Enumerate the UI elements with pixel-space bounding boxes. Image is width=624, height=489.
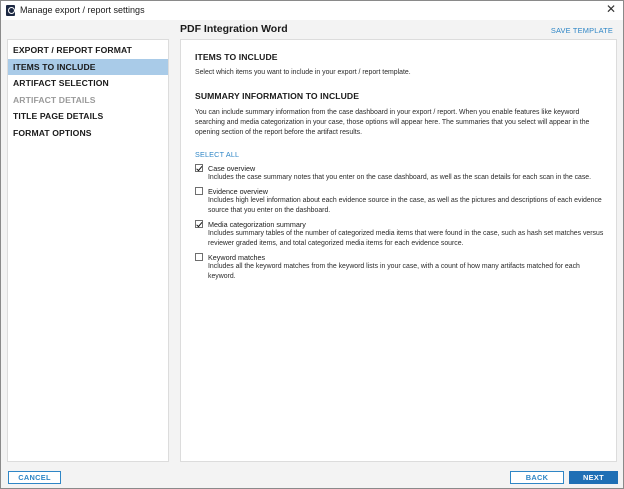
close-icon[interactable]: ✕ [605,2,617,16]
option-title: Evidence overview [208,187,268,196]
summary-description: You can include summary information from the case dashboard in your export / report. When you enable features like keyword searching and media categorization in your case, those options will appear here. The summaries that you select will appear in the opening section of the report before the artifact results. [195,109,590,136]
checkbox-evidence-overview[interactable] [195,187,203,195]
checkbox-case-overview[interactable] [195,164,203,172]
next-button[interactable]: NEXT [569,471,618,484]
checkbox-keyword-matches[interactable] [195,253,203,261]
option-title: Case overview [208,164,256,173]
sidebar-item-items-to-include[interactable]: ITEMS TO INCLUDE [8,59,168,75]
option-title: Media categorization summary [208,220,306,229]
sidebar-item-artifact-details: ARTIFACT DETAILS [13,94,96,105]
option-title: Keyword matches [208,253,266,262]
page-title: PDF Integration Word [180,23,288,35]
app-icon [6,5,15,16]
sidebar-item-artifact-selection[interactable]: ARTIFACT SELECTION [13,78,109,89]
option-description: Includes high level information about each evidence source in the case, as well as the pictures and descriptions of each evidence source that you enter on the dashboard. [208,197,602,214]
back-button[interactable]: BACK [510,471,564,484]
option-media-categorization-summary[interactable] [195,220,605,249]
select-all-link[interactable]: SELECT ALL [195,150,240,159]
summary-heading: SUMMARY INFORMATION TO INCLUDE [195,91,360,101]
option-description: Includes all the keyword matches from the keyword lists in your case, with a count of how many artifacts matched for each keyword. [208,263,580,280]
sidebar-item-title-page-details[interactable]: TITLE PAGE DETAILS [13,111,104,122]
sidebar [7,39,169,462]
cancel-button[interactable]: CANCEL [8,471,61,484]
option-description: Includes the case summary notes that you enter on the case dashboard, as well as the scan details for each scan in the case. [208,174,592,181]
items-heading: ITEMS TO INCLUDE [195,52,278,62]
window-title: Manage export / report settings [20,5,145,15]
sidebar-item-format-options[interactable]: FORMAT OPTIONS [13,127,92,138]
option-case-overview[interactable] [195,164,605,183]
content-panel [180,39,617,462]
title-bar [1,1,623,20]
sidebar-item-export-report-format[interactable]: EXPORT / REPORT FORMAT [13,45,133,55]
save-template-link[interactable]: SAVE TEMPLATE [550,26,613,35]
option-description: Includes summary tables of the number of categorized media items that were found in the case, such as hash set matches versus reviewer graded items, and total categorized media items for each evidence source. [208,230,604,247]
items-description: Select which items you want to include in your export / report template. [195,69,411,76]
option-evidence-overview[interactable] [195,187,605,216]
option-keyword-matches[interactable] [195,253,605,282]
checkbox-media-categorization-summary[interactable] [195,220,203,228]
